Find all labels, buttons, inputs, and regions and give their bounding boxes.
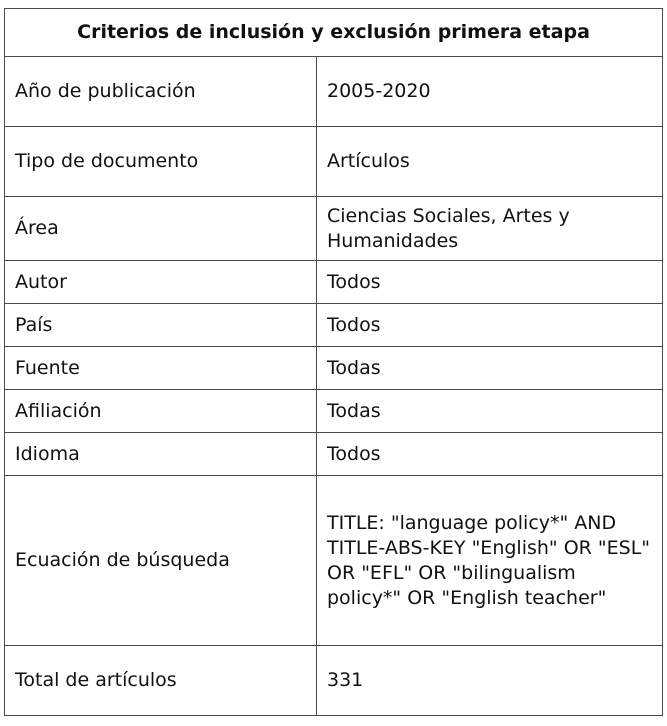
row-value: 2005-2020 (317, 57, 663, 127)
table-row (5, 127, 663, 197)
row-label: Fuente (5, 347, 317, 390)
table-row (5, 390, 663, 433)
row-label: Ecuación de búsqueda (5, 476, 317, 646)
row-value: Todas (317, 390, 663, 433)
row-value: 331 (317, 646, 663, 716)
row-value: Artículos (317, 127, 663, 197)
row-label: País (5, 304, 317, 347)
table-row (5, 476, 663, 646)
table-row (5, 197, 663, 261)
row-value: Todos (317, 433, 663, 476)
table-row (5, 347, 663, 390)
table-title: Criterios de inclusión y exclusión primera etapa (5, 9, 663, 57)
table-row (5, 304, 663, 347)
row-value: Todas (317, 347, 663, 390)
row-value: Todos (317, 261, 663, 304)
row-value: Todos (317, 304, 663, 347)
table-row (5, 646, 663, 716)
row-label: Área (5, 197, 317, 261)
row-label: Año de publicación (5, 57, 317, 127)
row-label: Tipo de documento (5, 127, 317, 197)
criteria-table (4, 8, 663, 716)
row-label: Afiliación (5, 390, 317, 433)
row-label: Autor (5, 261, 317, 304)
table-row (5, 433, 663, 476)
row-label: Idioma (5, 433, 317, 476)
table-row (5, 261, 663, 304)
table-header-row (5, 9, 663, 57)
row-value: TITLE: "language policy*" AND TITLE-ABS-KEY "English" OR "ESL" OR "EFL" OR "bilingualism policy*" OR "English teacher" (317, 476, 663, 646)
row-label: Total de artículos (5, 646, 317, 716)
row-value: Ciencias Sociales, Artes y Humanidades (317, 197, 663, 261)
table-row (5, 57, 663, 127)
